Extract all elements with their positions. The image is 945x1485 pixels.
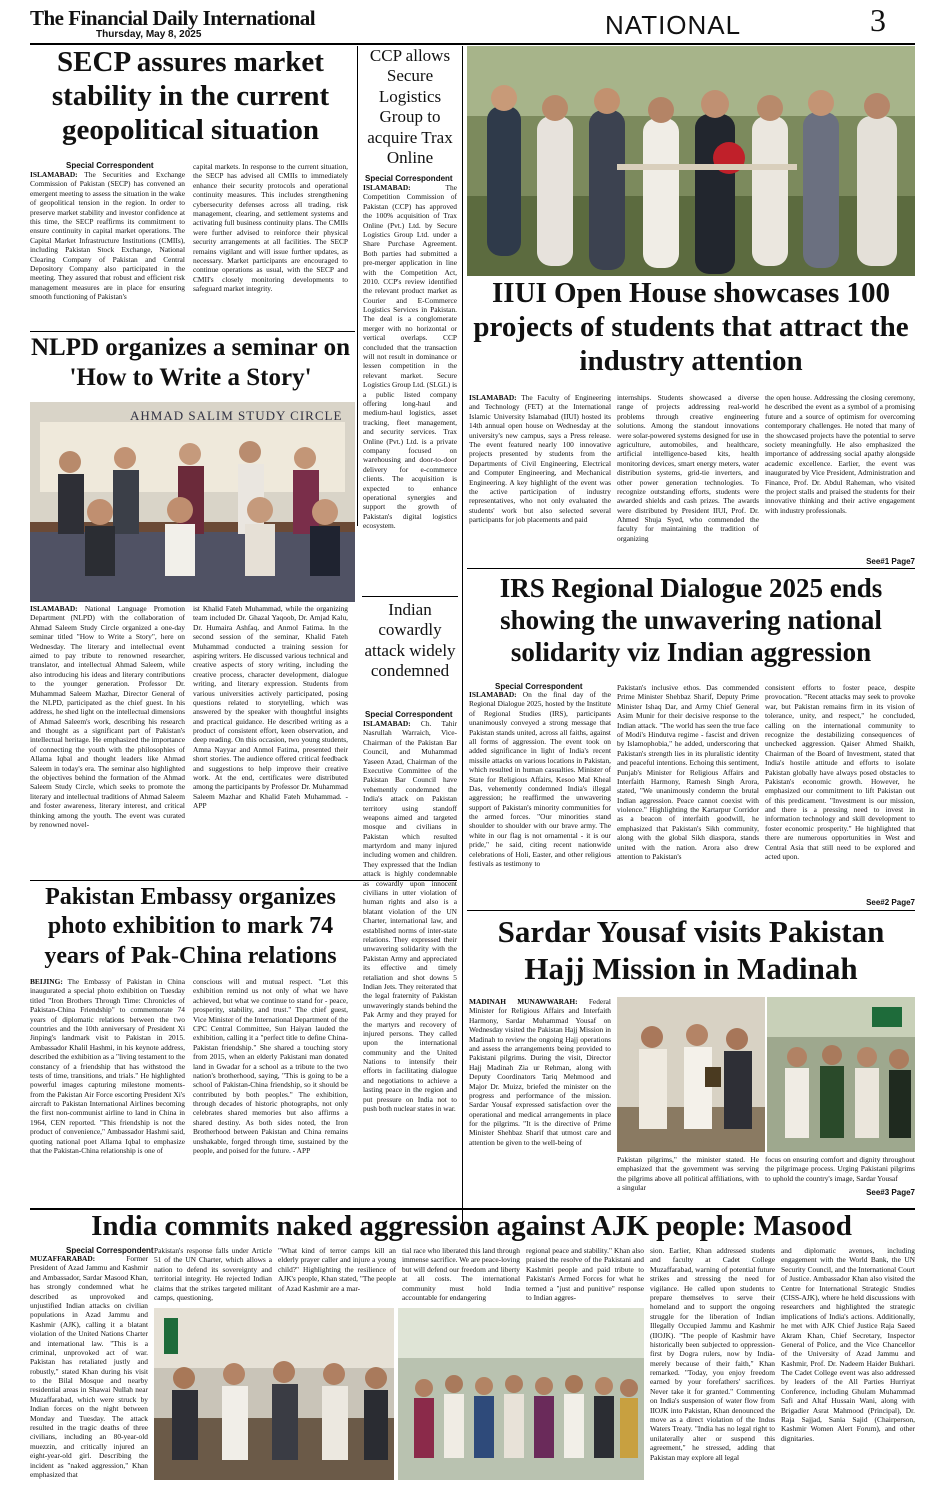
embassy-col-1 [30, 977, 185, 1227]
secp-col1-text: The Securities and Exchange Commission of Pakistan (SECP) has convened an emergent meeting to assess the situation in the wake of geopolitical tension in the region. In order to preserve market stability and investor confidence at this time, the SECP reaffirms its commitment to ensure continuity in capital market operations. The Capital Market Infrastructure Institutions (CMIIs), including Pakistan Stock Exchange, National Clearing Company of Pakistan and Central Depository Company also participated in the meeting. They assured that robust and efficient risk management measures are in place for ensuring smooth functioning of Pakistan's [30, 170, 185, 302]
ccp-body [363, 183, 457, 591]
secp-dateline: ISLAMABAD: [30, 170, 78, 179]
india-body [363, 719, 457, 1227]
india-dateline: ISLAMABAD: [363, 719, 411, 728]
embassy-col-2: conscious will and mutual respect. "Let this exhibition remind us not only of what we have achieved, but what we continue to stand for - peace, prosperity, stability, and trust." The chief guest, Vice Minister of the International Department of the CPC Central Committee, Sun Haiyan lauded the exhibition, calling it a "perfect title to define China-Pakistan friendship." She shared a touching story from 2015, when an elderly Pakistani man donated land in Gwadar for a school as a tribute to the two nation's brotherhood, saying, "This is going to be a school of Pakistan-China friendship, so it should be contributed by both peoples." The exhibition, through decades of historic photographs, not only celebrates shared memories but also affirms a shared destiny. As both sides noted, the Iron Brotherhood between Pakistan and China remains unshakable, forged through time, sustained by the people, and poised for the future. - APP [193, 977, 348, 1156]
masood-dateline: MUZAFFARABAD: [30, 1254, 96, 1263]
irs-dateline: ISLAMABAD: [469, 690, 517, 699]
nlpd-photo [30, 402, 355, 602]
column-divider [462, 46, 463, 1231]
secp-byline: Special Correspondent [66, 161, 154, 170]
masood-col-4: tial race who liberated this land through immense sacrifice. We are peace-loving but will defend our freedom and liberty at all costs. The international community must hold India accountable for endangering [402, 1246, 520, 1302]
ccp-dateline: ISLAMABAD: [363, 183, 411, 192]
nlpd-banner-text: AHMAD SALIM STUDY CIRCLE [130, 408, 343, 423]
irs-continued: See#2 Page7 [866, 898, 915, 907]
irs-col-1 [469, 690, 611, 908]
ccp-byline: Special Correspondent [365, 174, 453, 183]
iiui-col1-text: The Faculty of Engineering and Technology (FET) at the International Islamic University Islamabad (IIUI) hosted its 14th annual open house on Wednesday at the university's new campus, says a Press release. The event featured nearly 100 innovative projects presented by students from the Departments of Civil Engineering, Electrical and Computer Engineering, and Mechanical Engineering. A key highlight of the event was the active participation of industry representatives, who not only evaluated the students' work but also selected several participants for job placements and paid [469, 393, 611, 525]
article-divider [30, 331, 355, 332]
irs-col-3: consistent efforts to foster peace, despite provocation. "Recent attacks may seek to provoke war, but Pakistan remains firm in its vision of tolerance, unity, and respect," he concluded, calling on the international community to recognize the destabilizing consequences of unchecked aggression. Qaiser Ahmed Shaikh, Chairman of the Board of Investment, stated that India's hostile attitude and efforts to isolate Pakistan globally have always posed obstacles to Pakistan's economic growth. However, he emphasized our commitment to lift Pakistan out of this predicament. "Investment is our mission, and there is a pressing need to invest in information technology and skill development to foster economic prosperity." He highlighted that there are numerous opportunities in West and Central Asia that still need to be explored and acted upon. [765, 683, 915, 862]
india-byline: Special Correspondent [365, 710, 453, 719]
sardar-col-3: focus on ensuring comfort and dignity throughout the pilgrimage process. Urging Pakistani pilgrims to uphold the country's image, Sardar Yousaf [765, 1155, 915, 1183]
secp-headline: SECP assures market stability in the current geopolitical situation [51, 46, 330, 147]
iiui-headline: IIUI Open House showcases 100 projects of students that attract the industry attention [473, 277, 909, 378]
irs-col1-text: On the final day of the Regional Dialogue 2025, hosted by the Institute of Regional Studies (IRS), participants unanimously conveyed a strong message that Pakistan stands united, across all faiths, against all forms of aggression. The event took on added significance in light of India's recent missile attacks on various locations in Pakistan, which resulted in human casualties. Minister of State for Religious Affairs, Kesoo Mal Kheal Das, vehemently condemned India's illegal aggression; he reaffirmed the unwavering support of Pakistan's minority communities for the armed forces. "Our minorities stand shoulder to shoulder with our brave army. The white in our flag is not ornamental - it is our pride," he said, citing recent nationwide celebrations of Holi, Easter, and other religious festivals as testimony to [469, 690, 611, 869]
sardar-col1-text: Federal Minister for Religious Affairs and Interfaith Harmony, Sardar Muhammad Yousaf on Wednesday visited the Pakistan Hajj Mission in Madinah to review the ongoing Hajj operations and assess the arrangements being provided to Pakistani pilgrims. During the visit, Director Hajj Madinah Zia ur Rehman, along with Deputy Coordinators Tariq Mehmood and Major Dr. Muizz, briefed the minister on the progress and performance of the mission. Sardar Yousaf expressed satisfaction over the operational and medical arrangements in place for the pilgrims. "It is the directive of Prime Minister Shehbaz Sharif that utmost care and attention be given to the well-being of [469, 997, 611, 1147]
nlpd-headline: NLPD organizes a seminar on 'How to Write a Story' [31, 334, 350, 391]
irs-byline: Special Correspondent [495, 682, 583, 691]
masood-col-6: sion. Earlier, Khan addressed students and faculty at Cadet College Muzaffarabad, warning of potential future strikes and stressing the need for vigilance. He called upon students to prepare themselves to serve their homeland and to support the ongoing struggle for the liberation of Indian Illegally Occupied Jammu and Kashmir (IIOJK). "The people of Kashmir have historically been subjected to oppression-first by Dogra rulers, now by India-merely because of their faith," Khan remarked. "Today, you enjoy freedom earned by your forefathers' sacrifices. Never take it for granted." Commenting on India's suspension of water flow from IIOJK into Pakistan, Khan denounced the move as a direct violation of the Indus Waters Treaty. "India has no legal right to unilaterally alter or suspend this agreement," he stressed, adding that Pakistan may explore all legal [650, 1246, 775, 1462]
embassy-col1-text: The Embassy of Pakistan in China inaugurated a special photo exhibition on Tuesday titled "Iron Brothers Through Time: Chronicles of Pakistan-China Friendship" to commemorate 74 years of diplomatic relations between the two countries and the 10th anniversary of President Xi Jinping's landmark visit to Pakistan in 2015. Ambassador Khalil Hashmi, in his keynote address, described the exhibition as a "living testament to the constancy of a friendship that has withstood the tests of time, transitions, and trials." He highlighted powerful images capturing milestone moments-from the Pakistan Air Force escorting President Xi's aircraft to Pakistan International Airlines becoming the first non-communist airline to land in China in 1964, CEN reported. "This friendship is not the product of convenience," Ambassador Hashmi said, quoting national poet Allama Iqbal to emphasize that the Pakistan-China relationship is one of [30, 977, 185, 1156]
masood-col-5: regional peace and stability." Khan also praised the resolve of the Pakistani and Kashmiri people and paid tribute to Pakistan's Armed Forces for what he termed a "just and punitive" response to Indian aggres- [526, 1246, 644, 1302]
section-name: NATIONAL [605, 10, 742, 40]
nlpd-col1-text: National Language Promotion Department (NLPD) with the collaboration of Ahmad Saleem Study Circle organized a one-day seminar titled "How to Write a Story", here on Wednesday. The literary and intellectual event aimed to pay tribute to renowned researcher, translator, and intellectual Ahmad Saleem, while also introducing his ideas and literary contributions to the younger generation. Professor Dr. Muhammad Saleem Mazhar, Director General of the NLPD, participated as the chief guest. In his address, he shed light on the intellectual dimensions of Ahmad Saleem's work, describing his research and thought as a significant part of Pakistan's intellectual heritage. He emphasized the importance of connecting the youth with the philosophies of Allama Iqbal and thought leaders like Ahmad Saleem in today's era. The seminar also highlighted the objectives behind the formation of the Ahmad Saleem Study Circle, which seeks to promote the literary and intellectual traditions of Ahmad Saleem and foster awareness, literary interest, and critical thinking among the youth. The event was curated by renowned novel- [30, 604, 185, 829]
article-divider [467, 568, 915, 569]
page-number: 3 [870, 2, 886, 38]
embassy-headline: Pakistan Embassy organizes photo exhibition to mark 74 years of Pak-China relations [44, 884, 337, 969]
secp-col-1 [30, 170, 185, 330]
iiui-continued: See#1 Page7 [866, 557, 915, 566]
nlpd-dateline: ISLAMABAD: [30, 604, 78, 613]
masood-col1-text: Former President of Azad Jammu and Kashmir and Ambassador, Sardar Masood Khan, has strongly condemned what he described as unprovoked and unjustified Indian attacks on civilian populations in Azad Jammu and Kashmir (AJK), calling it a blatant violation of the United Nations Charter and international law. "This is a criminal, unprovoked act of war. Pakistan has retaliated justly and robustly," stated Khan during his visit to the Bilal Mosque and nearby residential areas in Shawai Nullah near Muzaffarabad, which were struck by Indian forces on the night between Monday and Tuesday. The attack resulted in the tragic deaths of three civilians, including an 80-year-old muezzin, and critically injured an eight-year-old girl. Describing the incident as "naked aggression," Khan emphasized that [30, 1254, 148, 1479]
masood-photo [154, 1308, 644, 1480]
issue-date: Thursday, May 8, 2025 [96, 29, 202, 40]
irs-col-2: Pakistan's inclusive ethos. Das commended Prime Minister Shehbaz Sharif, Deputy Prime Minister Ishaq Dar, and Army Chief General Asim Munir for their decisive response to the Indian attack. "The world has seen the true face of Modi's Hindutva regime - fascist and driven by Islamophobia," he added, underscoring that Pakistan's strength lies in its pluralistic identity and peaceful intentions. Echoing this sentiment, Punjab's Minister for Religious Affairs and Interfaith Harmony, Ramesh Singh Arora, stated, "We unanimously condemn the brutal Indian aggression. Peace cannot coexist with violence." Highlighting the Kartarpur Corridor as a beacon of interfaith goodwill, he emphasized that Pakistan's Sikh community, along with the global Sikh diaspora, stands united with the nation. Arora also drew attention to Pakistan's [617, 683, 759, 862]
masood-col-3: "What kind of terror camps kill an elderly prayer caller and injure a young child?" Highlighting the resilience of AJK's people, Khan stated, "The people of Azad Kashmir are a mar- [278, 1246, 396, 1293]
sardar-dateline: MADINAH MUNAWWARAH: [469, 997, 578, 1006]
irs-headline: IRS Regional Dialogue 2025 ends showing the unwavering national solidarity viz Indian aggression [499, 573, 883, 667]
sardar-continued: See#3 Page7 [866, 1188, 915, 1197]
masood-col-7: and diplomatic avenues, including engagement with the World Bank, the UN Security Council, and the International Court of Justice. Ambassador Khan also visited the Centre for International Strategic Studies (CISS-AJK), where he held discussions with researchers and highlighted the strategic implications of India's actions. Additionally, he met with AJK Chief Justice Raja Saeed Akram Khan, Chief Secretary, Inspector General of Police, and the Vice Chancellor of the University of Azad Jammu and Kashmir, Prof. Dr. Nadeem Haider Bukhari. The Cadet College event was also addressed by leaders of the All Parties Hurriyat Conference, including Ghulam Muhammad Safi and Altaf Hussain Wani, along with Brigadier Asrat Mahmood (Principal), Dr. Raja Sajjad, Sania Sajid (Chairperson, Kashmir Women Alert Forum), and other dignitaries. [781, 1246, 915, 1443]
ccp-body-text: The Competition Commission of Pakistan (CCP) has approved the 100% acquisition of Trax Online (Pvt.) Ltd. by Secure Logistics Group Ltd. under a Share Purchase Agreement. Both parties had submitted a pre-merger application in line with the Competition Act, 2010. CCP's review identified the relevant product market as Courier and E-Commerce Logistics Services in Pakistan. The deal is a conglomerate merger with no horizontal or vertical overlaps. CCP concluded that the transaction will not result in dominance or lessen competition in the relevant market. Secure Logistics Group Ltd. (SLGL) is a public listed company offering long-haul and medium-haul logistics, asset tracking, fleet management, and security services. Trax Online (Pvt.) Ltd. is a private company focused on warehousing and door-to-door delivery for e-commerce clients. The acquisition is expected to enhance operational synergies and support the growth of Pakistan's digital logistics ecosystem. [363, 183, 457, 531]
article-divider [362, 596, 458, 597]
secp-col-2: capital markets. In response to the current situation, the SECP has advised all CMIIs to immediately enhance their security protocols and operational continuity measures. This includes strengthening cybersecurity defenses across all trading, risk management, clearing, and settlement systems and activating full business continuity plans. The CMIIs were further advised to reinforce their physical security arrangements at all facilities. The SECP remains vigilant and will issue further updates, as necessary. Market participants are encouraged to continue operations as usual, with the SECP and CMII's closely monitoring developments to safeguard market integrity. [193, 162, 348, 294]
iiui-photo [467, 46, 915, 276]
sardar-col-1 [469, 997, 611, 1197]
column-divider [357, 46, 358, 526]
iiui-col-2: internships. Students showcased a diverse range of projects addressing real-world problems through creative engineering solutions. Among the standout innovations were solar-powered systems designed for use in agriculture, automobiles, and healthcare, artificial intelligence-based kits, health monitoring devices, smart energy meters, water distribution systems, grid-tie inverters, and other power generation technologies. To recognize outstanding efforts, students were awarded shields and cash prizes. The awards were distributed by President IIUI, Prof. Dr. Ahmed Shuja Syed, who commended the faculty for maintaining the tradition of organizing [617, 393, 759, 543]
iiui-col-1 [469, 393, 611, 565]
masood-col-2: Pakistan's response falls under Article 51 of the UN Charter, which allows a nation to defend its sovereignty and territorial integrity. He rejected Indian claims that the strikes targeted militant camps, questioning, [154, 1246, 272, 1302]
masood-col-1 [30, 1254, 148, 1480]
iiui-col-3: the open house. Addressing the closing ceremony, he described the event as a symbol of a promising future and a source of optimism for overcoming contemporary challenges. He noted that many of the showcased projects have the potential to serve society meaningfully. He also emphasized the importance of addressing social apathy alongside academic excellence. Earlier, the event was inaugurated by Vice President, Administration and Finance, Prof. Dr. Abdul Raheman, who visited the project stalls and praised the students for their innovative thinking and their active engagement with industry professionals. [765, 393, 915, 515]
sardar-headline: Sardar Yousaf visits Pakistan Hajj Mission in Madinah [497, 914, 885, 987]
masood-byline: Special Correspondent [66, 1246, 154, 1255]
sardar-photo [617, 997, 915, 1152]
embassy-dateline: BEIJING: [30, 977, 63, 986]
iiui-dateline: ISLAMABAD: [469, 393, 517, 402]
masthead-title: The Financial Daily International [30, 6, 316, 30]
article-divider [467, 910, 915, 911]
nlpd-col-2: ist Khalid Fateh Muhammad, while the organizing team included Dr. Ghazal Yaqoob, Dr. Amjad Kalu, Dr. Humaira Ashfaq, and Anmol Fatima. In the second session of the seminar, Khalid Fateh Muhammad conducted a training session for aspiring writers. He discussed various technical and creative aspects of story writing, including the creative process, character development, dialogue writing, and literary expression. Students from various universities actively participated, posing questions related to storytelling, which was answered by the speaker with thoughtful insights and practical guidance. He described writing as a product of consistent effort, keen observation, and deep reading. On this occasion, two young students, Amna Nayyar and Anmol Fatima, presented their short stories. The audience offered critical feedback and suggestions to help improve their creative work. At the end, certificates were distributed among the participants by Professor Dr. Muhammad Saleem Mazhar and Khalid Fateh Muhammad. - APP [193, 604, 348, 811]
sardar-col-2: Pakistan pilgrims," the minister stated. He emphasized that the government was serving the pilgrims above all political affiliations, with a singular [617, 1155, 759, 1193]
ccp-headline: CCP allows Secure Logistics Group to acquire Trax Online [367, 46, 453, 167]
india-body-text: Ch. Tahir Nasrullah Warraich, Vice-Chairman of the Pakistan Bar Council, and Muhammad Yaseen Azad, Chairman of the Executive Committee of the Pakistan Bar Council have vehemently condemned the India's attack on Pakistan territory using standoff weapons aimed and targeted mosque and civilians in Pakistan which resulted martyrdom and many injured including women and children. They expressed that the Indian attack is highly condemnable as cowardly upon innocent civilians in utter violation of human rights and also is a blatant violation of the UN Charter, international law, and established norms of inter-state relations. They expressed their unwavering solidarity with the Pakistan Army and appreciated its effective and timely retaliation and shot downs 5 Indian Jets. They reiterated that the legal fraternity of Pakistan unwaveringly stands behind the Pak Army and they prayed for the martyrs and recovery of injured persons. They called upon the international community and the United Nations to intensify their efforts in facilitating dialogue and negotiations to achieve a lasting peace in the region and put pressure on India not to push both nuclear states in war. [363, 719, 457, 1114]
nlpd-col-1 [30, 604, 185, 876]
india-headline: Indian cowardly attack widely condemned [364, 600, 456, 681]
masood-headline: India commits naked aggression against AJK people: Masood [91, 1210, 852, 1242]
